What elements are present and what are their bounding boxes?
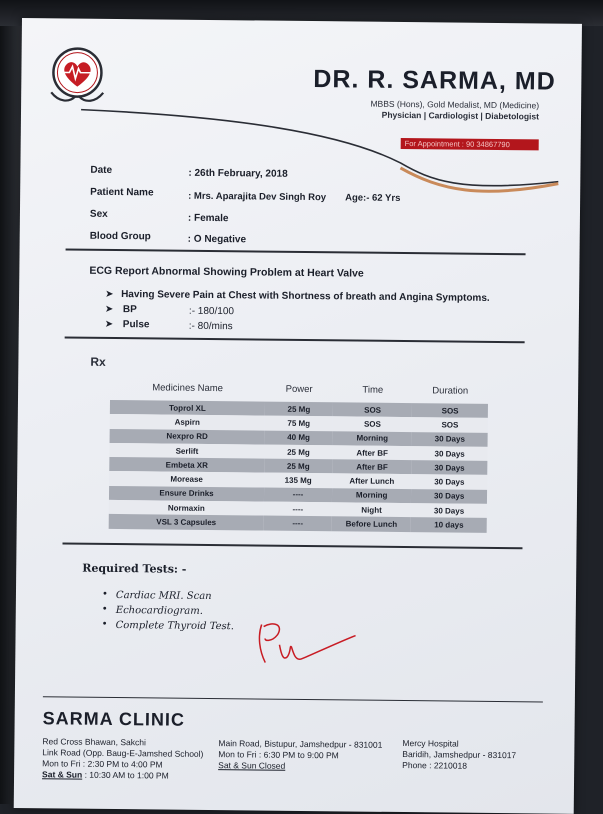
medicine-duration: 30 Days xyxy=(411,503,487,518)
branch-address-line: Mercy Hospital xyxy=(402,738,459,749)
bullet-dot-icon: • xyxy=(101,603,108,615)
weekend-hours: : 10:30 AM to 1:00 PM xyxy=(82,769,169,781)
column-header: Power xyxy=(285,383,313,395)
branch-weekend-timing xyxy=(42,769,232,782)
column-header: Medicines Name xyxy=(152,381,224,394)
doctor-specialties: Physician | Cardiologist | Diabetologist xyxy=(381,109,540,122)
branch-mercy-hospital xyxy=(402,738,542,772)
medicine-time: After Lunch xyxy=(332,474,412,489)
column-header: Duration xyxy=(432,384,469,397)
medicine-name: Morease xyxy=(109,471,264,487)
patient-name-value: : Mrs. Aparajita Dev Singh Roy xyxy=(188,190,327,204)
medicine-duration: 30 Days xyxy=(411,489,487,504)
doctor-qualifications: MBBS (Hons), Gold Medalist, MD (Medicine) xyxy=(370,98,540,111)
header-swoosh xyxy=(80,105,561,200)
bullet-dot-icon: • xyxy=(101,618,108,630)
test-item: Echocardiogram. xyxy=(115,605,203,617)
medicine-time: After BF xyxy=(332,459,412,474)
branch-phone: Phone : 2210018 xyxy=(402,760,468,771)
signature-icon xyxy=(251,616,362,677)
medicine-duration: SOS xyxy=(412,403,488,418)
branch-sakchi xyxy=(42,736,232,782)
pulse-label: Pulse xyxy=(122,319,150,331)
prescription-paper xyxy=(14,18,582,814)
patient-age: Age:- 62 Yrs xyxy=(345,192,401,204)
medicine-name: VSL 3 Capsules xyxy=(109,514,264,530)
rx-label: Rx xyxy=(90,354,106,369)
medicine-power: ---- xyxy=(264,516,332,531)
medicine-name: Serlift xyxy=(109,443,264,459)
medicine-duration: 30 Days xyxy=(412,446,488,461)
medicine-power: 135 Mg xyxy=(264,473,332,488)
medicine-name: Toprol XL xyxy=(110,400,265,416)
arrow-bullet-icon: ➤ xyxy=(105,288,114,300)
branch-address-line: Main Road, Bistupur, Jamshedpur - 831001 xyxy=(218,738,383,750)
medicine-duration: 10 days xyxy=(411,517,487,532)
divider-footer xyxy=(43,696,543,702)
branch-address-line: Link Road (Opp. Baug-E-Jamshed School) xyxy=(42,747,204,759)
bullet-dot-icon: • xyxy=(101,588,108,600)
branch-weekend-timing: Sat & Sun Closed xyxy=(218,760,286,771)
medicine-duration: 30 Days xyxy=(412,460,488,475)
blood-group-value: : O Negative xyxy=(187,233,247,246)
medicine-duration: 30 Days xyxy=(411,475,487,490)
medicine-name: Embeta XR xyxy=(109,457,264,473)
medicine-time: Morning xyxy=(333,431,413,446)
medicine-time: Morning xyxy=(332,488,412,503)
pulse-value: :- 80/mins xyxy=(188,320,233,333)
medicine-power: 75 Mg xyxy=(265,416,333,431)
medicine-time: After BF xyxy=(332,445,412,460)
medicine-name: Normaxin xyxy=(109,500,264,516)
arrow-bullet-icon: ➤ xyxy=(104,303,114,315)
doctor-name: DR. R. SARMA, MD xyxy=(313,65,556,96)
sex-value: : Female xyxy=(187,212,229,225)
divider-patient xyxy=(66,248,526,255)
test-item: Cardiac MRI. Scan xyxy=(115,590,212,603)
date-value: : 26th February, 2018 xyxy=(188,167,288,180)
divider-findings xyxy=(65,336,525,343)
medicine-power: ---- xyxy=(264,487,332,502)
medicine-power: 25 Mg xyxy=(264,459,332,474)
bp-label: BP xyxy=(122,304,137,316)
medicine-power: 25 Mg xyxy=(264,444,332,459)
sex-label: Sex xyxy=(89,208,108,220)
arrow-bullet-icon: ➤ xyxy=(104,318,114,330)
test-item: Complete Thyroid Test. xyxy=(115,620,234,633)
branch-address-line: Baridih, Jamshedpur - 831017 xyxy=(402,749,517,761)
medicine-duration: SOS xyxy=(412,417,488,432)
medicine-name: Aspirn xyxy=(110,414,265,430)
medicine-time: Night xyxy=(332,502,412,517)
branch-address-line: Red Cross Bhawan, Sakchi xyxy=(42,736,146,748)
medicine-time: SOS xyxy=(333,417,413,432)
date-label: Date xyxy=(90,164,113,176)
medicine-power: 25 Mg xyxy=(265,402,333,417)
blood-group-label: Blood Group xyxy=(89,230,151,243)
appointment-banner: For Appointment : 90 34867790 xyxy=(401,138,539,150)
column-header: Time xyxy=(362,384,384,396)
symptom-text: Having Severe Pain at Chest with Shortness of breath and Angina Symptoms. xyxy=(121,289,490,304)
clinic-name: SARMA CLINIC xyxy=(42,708,186,730)
medicine-power: 40 Mg xyxy=(265,430,333,445)
branch-bistupur xyxy=(218,738,388,773)
ecg-report-title: ECG Report Abnormal Showing Problem at Heart Valve xyxy=(89,264,364,280)
medicines-table xyxy=(109,374,489,533)
table-header-row xyxy=(110,374,488,404)
table-row xyxy=(109,514,487,532)
medicine-name: Nexpro RD xyxy=(110,429,265,445)
patient-name-label: Patient Name xyxy=(90,186,154,199)
required-tests-title: Required Tests: - xyxy=(82,561,187,576)
medicine-name: Ensure Drinks xyxy=(109,486,264,502)
medicine-time: Before Lunch xyxy=(332,517,412,532)
medicine-power: ---- xyxy=(264,502,332,517)
heart-hands-logo-icon xyxy=(45,44,110,109)
weekend-label: Sat & Sun xyxy=(42,769,83,780)
branch-timing: Mon to Fri : 2:30 PM to 4:00 PM xyxy=(42,758,163,770)
bp-value: :- 180/100 xyxy=(188,305,235,318)
divider-rx xyxy=(62,542,522,549)
medicine-time: SOS xyxy=(333,402,413,417)
branch-timing: Mon to Fri : 6:30 PM to 9:00 PM xyxy=(218,749,339,761)
medicine-duration: 30 Days xyxy=(412,432,488,447)
